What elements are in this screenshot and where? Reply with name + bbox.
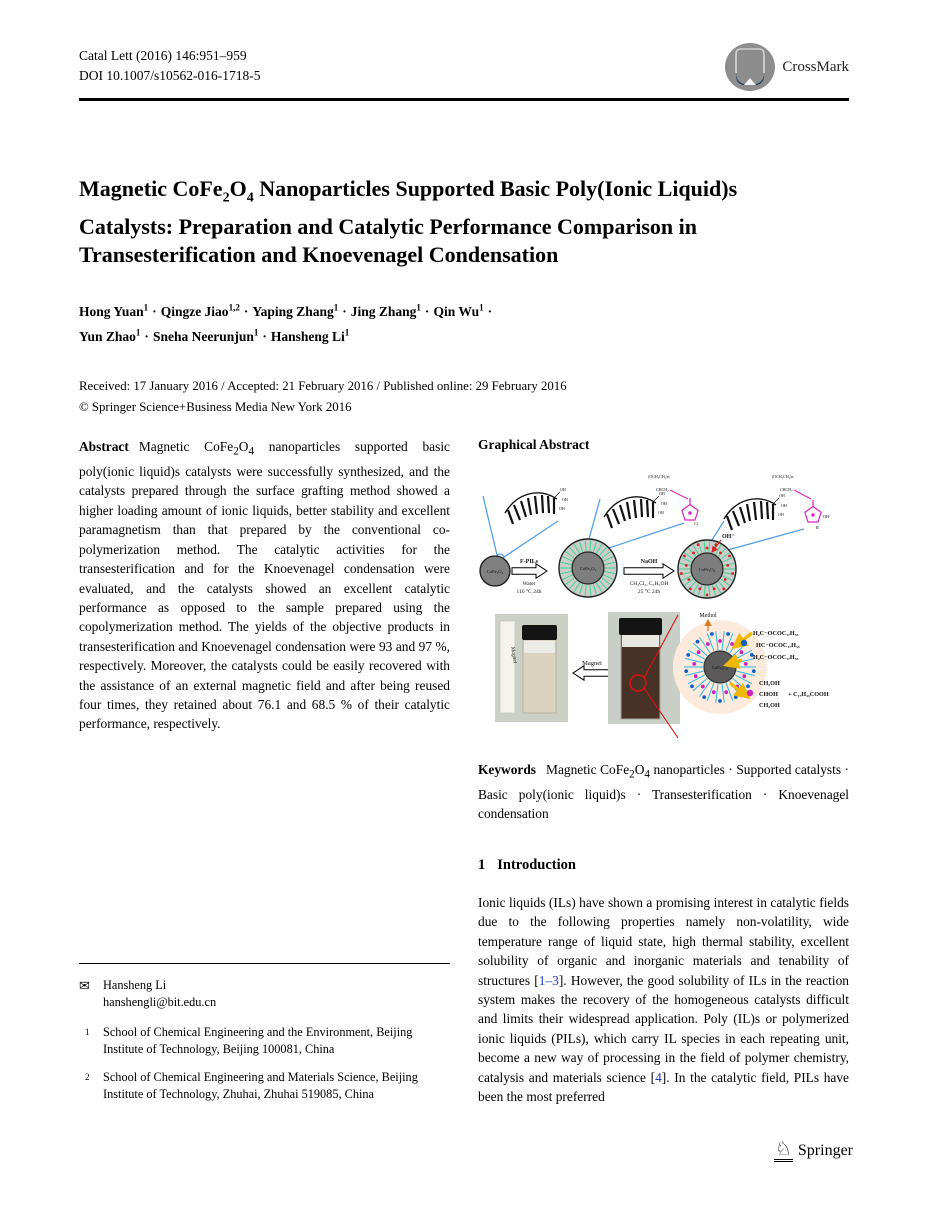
- ga-magnet-arrow: [573, 660, 611, 680]
- crossmark-icon: [724, 42, 776, 92]
- svg-text:H₂C−OCOC₁₇H₃₃: H₂C−OCOC₁₇H₃₃: [753, 654, 799, 661]
- article-history: [79, 376, 849, 417]
- pendant-chain-labels: [648, 474, 793, 492]
- author: Sneha Neerunjun$^1$: [152, 327, 259, 344]
- correspondence-email[interactable]: hanshengli@bit.edu.cn: [103, 995, 217, 1009]
- ga-magnified-catalyst: [673, 613, 767, 714]
- ga-arrow-2: [624, 559, 674, 595]
- svg-text:CoFe₂O₄: CoFe₂O₄: [486, 569, 504, 574]
- ga-arrow-1: [512, 559, 547, 595]
- received-accepted-line: Received: 17 January 2016 / Accepted: 21 February 2016 / Published online: 29 February 2016: [79, 379, 567, 393]
- author: Qin Wu$^1$: [433, 302, 484, 319]
- author: Qingze Jiao$^{1,2}$: [160, 302, 240, 319]
- svg-text:CH₂OH: CH₂OH: [759, 702, 780, 709]
- svg-text:(OCH₂CH₂)n: (OCH₂CH₂)n: [772, 474, 794, 479]
- introduction-paragraph: Ionic liquids (ILs) have shown a promising interest in catalytic fields due to the following properties namely non-volatility, wide temperature range of liquid state, high thermal stability, excellent solubility of organic and inorganic materials and tenability of structures [1–3]. However, the good solubility of ILs in the reaction system makes the recovery of the homogeneous catalysts difficult and limits their widespread application. Poly (IL)s or polymerized ionic liquids (PILs), which carry IL species in each repeating unit, become a new way of processing in the field of polymer chemistry, catalysis and materials science [4]. In the catalytic field, PILs have been the most preferred: [478, 894, 849, 1104]
- two-column-body: [79, 437, 849, 1116]
- svg-text:CHCH₂: CHCH₂: [780, 487, 793, 492]
- springer-logo: [774, 1140, 853, 1162]
- svg-text:Magnet: Magnet: [509, 646, 518, 664]
- correspondence: [79, 977, 450, 1011]
- ga-sphere-basic: [678, 534, 736, 598]
- author: Hansheng Li$^1$: [270, 327, 350, 344]
- svg-text:R: R: [816, 525, 819, 530]
- ga-legend-glycerol: [747, 680, 829, 709]
- author: Hong Yuan$^1$: [79, 302, 149, 319]
- svg-text:CHOH: CHOH: [759, 691, 778, 698]
- svg-text:CH₂OH: CH₂OH: [759, 680, 780, 687]
- springer-wordmark: Springer: [797, 1142, 853, 1159]
- ga-sphere-grafted: [559, 539, 617, 597]
- citation-link-1-3[interactable]: 1–3: [538, 972, 559, 988]
- affiliation-1: 1 School of Chemical Engineering and the Environment, Beijing Institute of Technology, Beijing 100081, China: [85, 1025, 413, 1056]
- svg-text:25 °C 24h: 25 °C 24h: [637, 589, 661, 595]
- author-line-2: Yun Zhao$^1$ · Sneha Neerunjun$^1$ · Hansheng Li$^1$: [79, 327, 350, 344]
- svg-text:+ C₁₇H₃₃COOH: + C₁₇H₃₃COOH: [788, 691, 829, 698]
- svg-text:H₂C−OCOC₁₇H₃₃: H₂C−OCOC₁₇H₃₃: [753, 630, 799, 637]
- keywords-label: Keywords: [478, 762, 537, 777]
- methanol-label: Methol: [699, 613, 717, 619]
- section-heading-introduction: 1 Introduction: [478, 856, 576, 873]
- footnote-block: [79, 963, 450, 1114]
- ga-sphere-bare: [480, 556, 510, 586]
- graphical-abstract-figure: OH (OCH₂CH₂)n CHCH₂ (OCH₂CH₂)n CHCH₂ Cl OH⁻ R CoFe₂O₄ F-PILs Water 110 °C 24h CoFe₂O₄ NaOH CH₂Cl₂, C₂H₅OH 25 °C 24h CoFe₂O₄ OH⁻ Magnet Magnet CoFe₂O₄ Methol H₂C−OCOC₁₇H₃₃ HC−OCOC₁₇H₃₃ H₂C−OCOC₁₇H₃₃ CH₂OH CHOH CH₂OH + C₁₇H₃₃COOH: [478, 461, 849, 746]
- crossmark-label: CrossMark: [782, 58, 849, 75]
- author: Jing Zhang$^1$: [350, 302, 421, 319]
- author: Yun Zhao$^1$: [79, 327, 141, 344]
- keywords: Keywords Magnetic $CoFe_2O_4$ nanoparticles · Supported catalysts · Basic poly(ionic liquid)s · Transesterification · Knoevenagel condensation: [478, 762, 850, 822]
- graphical-abstract-heading: Graphical Abstract: [478, 437, 590, 452]
- svg-text:NaOH: NaOH: [640, 559, 658, 565]
- abstract: Abstract Magnetic $CoFe_2O_4$ nanoparticles supported basic poly(ionic liquid)s catalysts were successfully synthesized, and the catalysts prepared through the surface grafting method showed a higher loading amount of ionic liquids, better stability and excellent paramagnetism than that prepared by the conventional co-polymerization method. The catalytic activities for the transesterification and for the Knoevenagel condensation were evaluated, and the catalysts showed an excellent catalytic performance as opposed to the sample prepared using the copolymerization method. The yields of the objective products in transesterification and Knoevenagel condensation were 93 and 97 %, respectively. Moreover, the catalysts could be easily recovered with the assistance of an external magnetic field and after being reused four times, they retained about 76.1 and 68.5 % of their catalytic performance, respectively.: [79, 439, 450, 732]
- svg-text:CH₂Cl₂, C₂H₅OH: CH₂Cl₂, C₂H₅OH: [629, 581, 669, 587]
- left-column: [79, 437, 450, 1116]
- svg-text:CoFe₂O₄: CoFe₂O₄: [579, 566, 597, 571]
- correspondence-name: Hansheng Li: [103, 978, 167, 992]
- citation-link-4[interactable]: 4: [655, 1069, 662, 1085]
- author-line-1: Hong Yuan$^1$ · Qingze Jiao$^{1,2}$ · Yaping Zhang$^1$ · Jing Zhang$^1$ · Qin $Wu^1$ ·: [79, 302, 493, 319]
- svg-text:HC−OCOC₁₇H₃₃: HC−OCOC₁₇H₃₃: [756, 642, 800, 649]
- page-header: [79, 46, 849, 86]
- abstract-label: Abstract: [79, 439, 129, 454]
- svg-text:Magnet: Magnet: [582, 660, 602, 667]
- svg-text:OH⁻: OH⁻: [823, 514, 832, 519]
- envelope-icon: ✉: [79, 978, 90, 993]
- svg-text:CoFe₂O₄: CoFe₂O₄: [698, 567, 716, 572]
- right-column: [478, 437, 849, 1116]
- svg-text:Cl: Cl: [694, 521, 698, 526]
- hydroxide-label: OH⁻: [722, 534, 735, 540]
- affiliation-2: 2 School of Chemical Engineering and Materials Science, Beijing Institute of Technology, Zhuhai, Zhuhai 519085, China: [85, 1070, 418, 1101]
- svg-text:F-PILs: F-PILs: [520, 559, 538, 565]
- doi: DOI 10.1007/s10562-016-1718-5: [79, 68, 261, 83]
- copyright-line: © Springer Science+Business Media New York 2016: [79, 399, 352, 414]
- svg-text:CoFe₂O₄: CoFe₂O₄: [711, 665, 729, 670]
- article-title: Magnetic $CoFe_2O_4$ Nanoparticles Supported Basic Poly(Ionic Liquid)s Catalysts: Preparation and Catalytic Performance Comparison in Transesterification and Knoevenagel Condensation: [79, 175, 738, 268]
- ga-photo-magnet-separation: [495, 614, 568, 722]
- article-page: [79, 0, 849, 1230]
- author-list: [79, 297, 849, 347]
- svg-text:(OCH₂CH₂)n: (OCH₂CH₂)n: [648, 474, 670, 479]
- callout-lines: [483, 496, 804, 562]
- springer-knight-icon: ♘: [774, 1139, 792, 1160]
- header-rule: [79, 98, 849, 101]
- ga-photo-dispersion: [608, 612, 680, 738]
- svg-text:CHCH₂: CHCH₂: [656, 487, 669, 492]
- svg-text:110 °C 24h: 110 °C 24h: [516, 589, 542, 595]
- svg-text:Water: Water: [522, 581, 536, 587]
- crossmark-badge[interactable]: [724, 42, 849, 92]
- journal-citation: Catal Lett (2016) 146:951–959: [79, 48, 247, 63]
- author: Yaping Zhang$^1$: [252, 302, 339, 319]
